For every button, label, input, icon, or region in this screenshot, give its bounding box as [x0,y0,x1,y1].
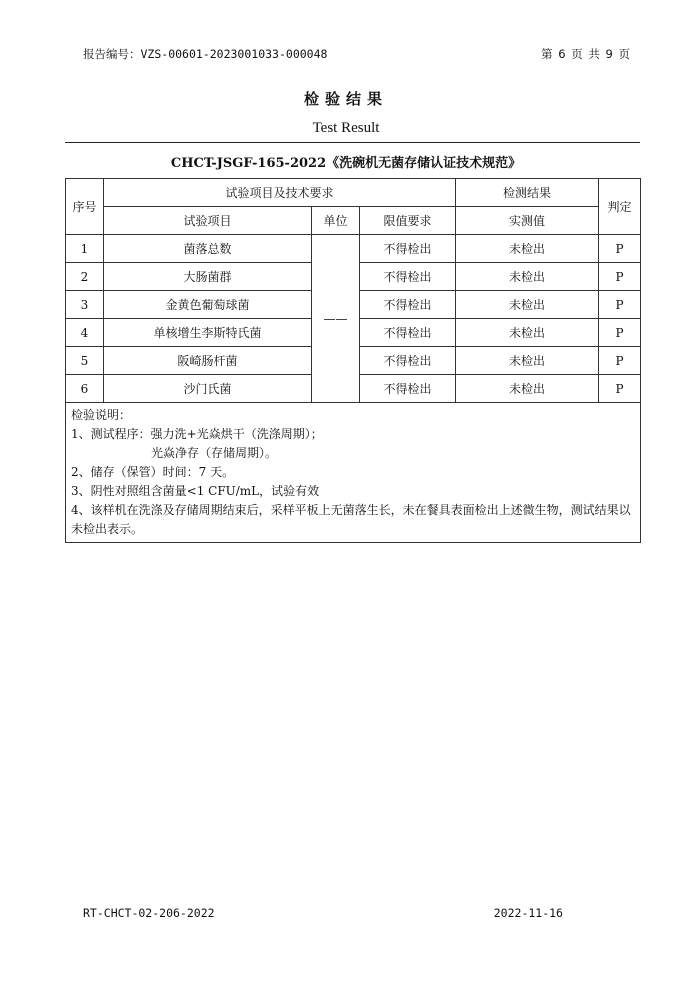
row-limit: 不得检出 [360,291,456,319]
col-unit-header: 单位 [312,207,360,235]
note-line: 光焱净存（存储周期）。 [151,446,278,460]
note-line: 2、储存（保管）时间：7 天。 [71,465,235,479]
row-seq: 3 [66,291,104,319]
row-seq: 4 [66,319,104,347]
standard-title: CHCT-JSGF-165-2022《洗碗机无菌存储认证技术规范》 [170,156,522,171]
row-limit: 不得检出 [360,235,456,263]
row-limit: 不得检出 [360,375,456,403]
note-line: 4、该样机在洗涤及存储周期结束后，采样平板上无菌落生长，未在餐具表面检出上述微生物，测试结果以未检出表示。 [71,503,631,536]
table-header-row [66,179,641,207]
row-item: 阪崎肠杆菌 [104,347,312,375]
report-number: 报告编号：VZS-00601-2023001033-000048 [83,47,328,61]
row-item: 金黄色葡萄球菌 [104,291,312,319]
row-limit: 不得检出 [360,319,456,347]
row-seq: 2 [66,263,104,291]
row-item: 大肠菌群 [104,263,312,291]
col-item-group-header: 试验项目及技术要求 [104,179,456,207]
row-item: 沙门氏菌 [104,375,312,403]
footer-date: 2022-11-16 [493,906,563,920]
row-measured: 未检出 [456,347,599,375]
row-measured: 未检出 [456,319,599,347]
notes-heading: 检验说明： [71,408,132,422]
table-row [66,235,641,263]
col-judge-header: 判定 [599,179,641,235]
footer-doc-code: RT-CHCT-02-206-2022 [83,906,215,920]
row-seq: 6 [66,375,104,403]
row-measured: 未检出 [456,291,599,319]
row-measured: 未检出 [456,263,599,291]
page-info: 第 6 页 共 9 页 [541,47,630,61]
row-limit: 不得检出 [360,263,456,291]
row-judge: P [599,347,641,375]
row-measured: 未检出 [456,235,599,263]
col-seq-header: 序号 [66,179,104,235]
row-seq: 1 [66,235,104,263]
results-table [65,178,641,543]
row-judge: P [599,263,641,291]
test-notes [66,403,641,543]
row-seq: 5 [66,347,104,375]
row-measured: 未检出 [456,375,599,403]
table-subheader-row [66,207,641,235]
note-line: 1、测试程序：强力洗+光焱烘干（洗涤周期）； [71,427,323,441]
col-limit-header: 限值要求 [360,207,456,235]
col-result-group-header: 检测结果 [456,179,599,207]
note-line: 3、阴性对照组含菌量<1 CFU/mL，试验有效 [71,484,320,498]
row-judge: P [599,291,641,319]
title-divider [65,142,640,143]
page-title-en: Test Result [312,120,380,136]
row-judge: P [599,235,641,263]
row-limit: 不得检出 [360,347,456,375]
page-title-cn: 检验结果 [303,90,388,108]
notes-row [66,403,641,543]
col-item-header: 试验项目 [104,207,312,235]
unit-value: —— [312,235,360,403]
col-measured-header: 实测值 [456,207,599,235]
row-item: 单核增生李斯特氏菌 [104,319,312,347]
row-judge: P [599,319,641,347]
row-judge: P [599,375,641,403]
row-item: 菌落总数 [104,235,312,263]
